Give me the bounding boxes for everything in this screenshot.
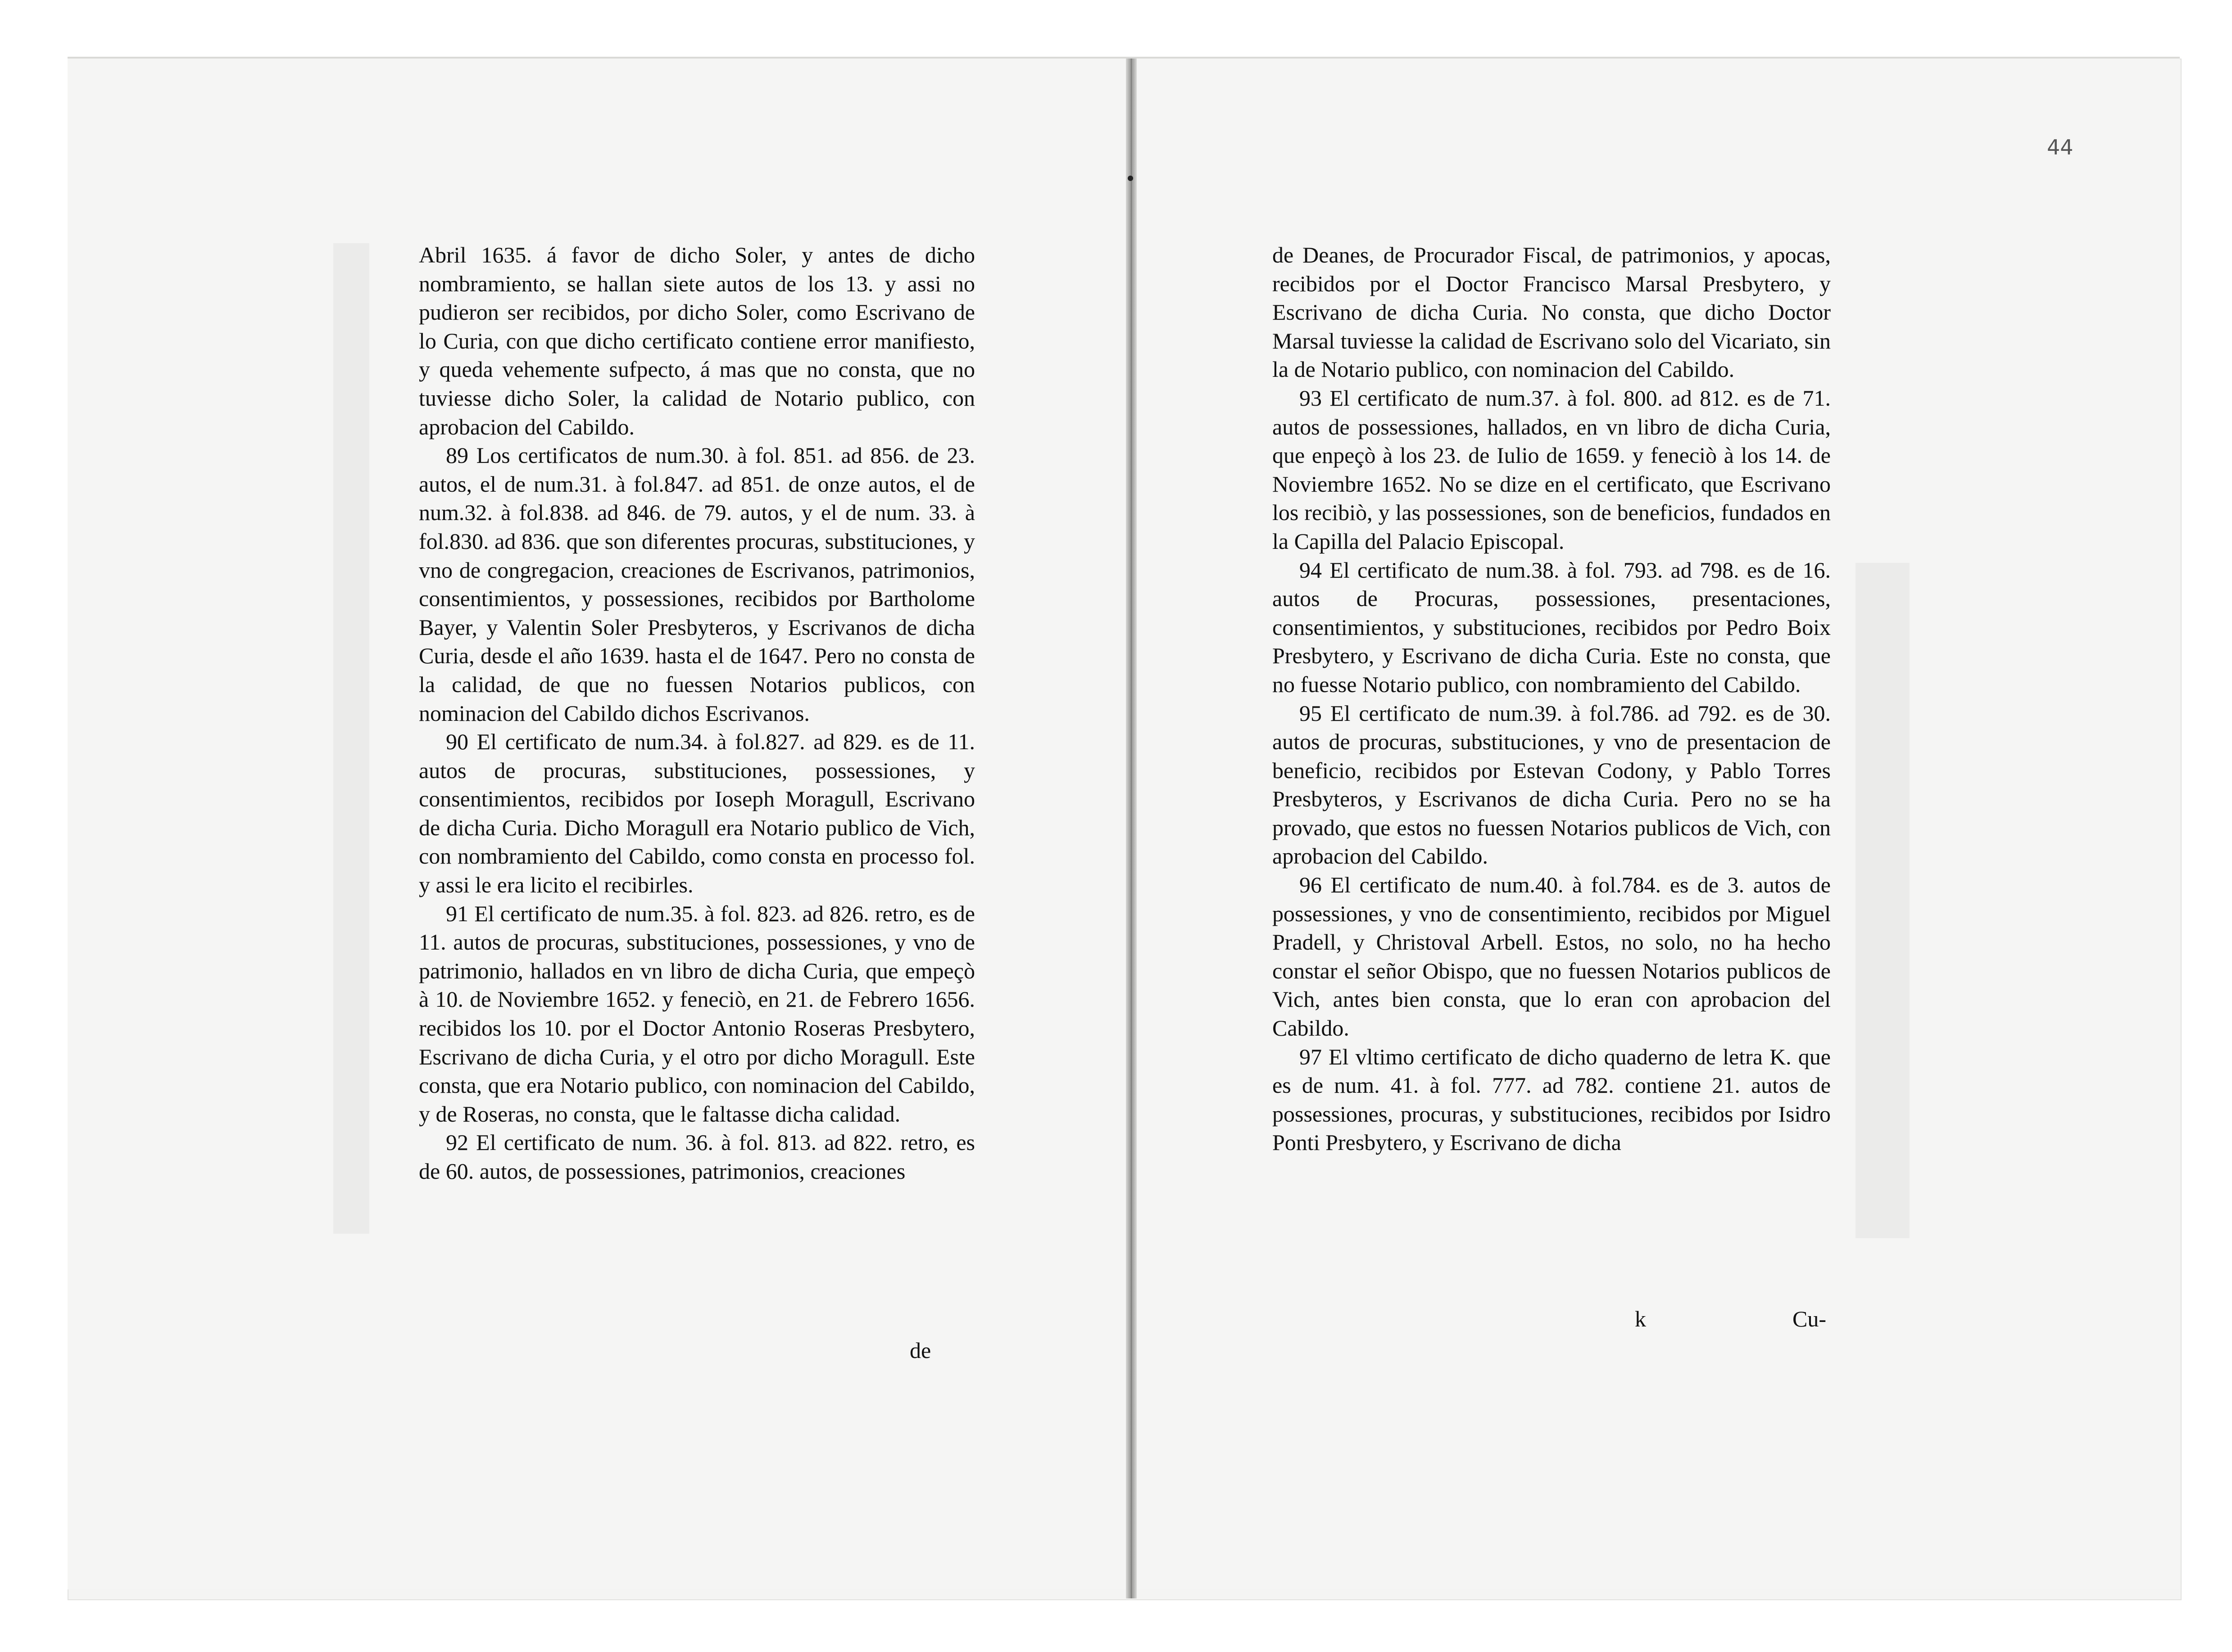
paragraph-continuation-right: de Deanes, de Procurador Fiscal, de patrimonios, y apocas, recibidos por el Doctor Francisco Marsal Presbytero, y Escrivano de dicha Curia. No consta, que dicho Doctor Marsal tuviesse la calidad de Escrivano solo del Vicariato, sin la de Notario publico, con nominacion del Cabildo. bbox=[1272, 242, 1831, 382]
paragraph-96: 96 El certificato de num.40. à fol.784. es de 3. autos de possessiones, y vno de consentimiento, recibidos por Miguel Pradell, y Christoval Arbell. Estos, no solo, no ha hecho constar el señor Obispo, que no fuessen Notarios publicos de Vich, antes bien consta, que lo eran con aprobacion del Cabildo. bbox=[1272, 872, 1831, 1041]
paragraph-89: 89 Los certificatos de num.30. à fol. 851. ad 856. de 23. autos, el de num.31. à fol.847. ad 851. de onze autos, el de num.32. à fol.838. ad 846. de 79. autos, y el de num. 33. à fol.830. ad 836. que son diferentes procuras, substituciones, y vno de congregacion, creaciones de Escrivanos, patrimonios, consentimientos, y possessiones, recibidos por Bartholome Bayer, y Valentin Soler Presbyteros, y Escrivanos de dicha Curia, desde el año 1639. hasta el de 1647. Pero no consta de la calidad, de que no fuessen Notarios publicos, con nominacion del Cabildo dichos Escrivanos. bbox=[419, 443, 975, 726]
signature-mark: k bbox=[1635, 1306, 1646, 1331]
paragraph-95: 95 El certificato de num.39. à fol.786. ad 792. es de 30. autos de procuras, substituciones, y vno de presentacion de beneficio, recibidos por Estevan Codony, y Pablo Torres Presbyteros, y Escrivanos de dicha Curia. Pero no se ha provado, que estos no fuessen Notarios publicos de Vich, con aprobacion del Cabildo. bbox=[1272, 700, 1831, 869]
book-gutter bbox=[1126, 59, 1137, 1598]
left-text-column bbox=[419, 241, 975, 1186]
paragraph-97: 97 El vltimo certificato de dicho quaderno de letra K. que es de num. 41. à fol. 777. ad 782. contiene 21. autos de possessiones, procuras, y substituciones, recibidos por Isidro Ponti Presbytero, y Escrivano de dicha bbox=[1272, 1044, 1831, 1155]
paragraph-90: 90 El certificato de num.34. à fol.827. ad 829. es de 11. autos de procuras, substituciones, possessiones, y consentimientos, recibidos por Ioseph Moragull, Escrivano de dicha Curia. Dicho Moragull era Notario publico de Vich, con nombramiento del Cabildo, como consta en processo fol. y assi le era licito el recibirles. bbox=[419, 729, 975, 898]
paragraph-93: 93 El certificato de num.37. à fol. 800. ad 812. es de 71. autos de possessiones, hallados, en vn libro de dicha Curia, que enpeçò à los 23. de Iulio de 1659. y feneciò à los 14. de Noviembre 1652. No se dize en el certificato, que Escrivano los recibiò, y las possessiones, son de beneficios, fundados en la Capilla del Palacio Episcopal. bbox=[1272, 385, 1831, 554]
gutter-mark bbox=[1128, 176, 1133, 181]
paragraph-91: 91 El certificato de num.35. à fol. 823. ad 826. retro, es de 11. autos de procuras, substituciones, possessiones, y vno de patrimonio, hallados en vn libro de dicha Curia, que empeçò à 10. de Noviembre 1652. y feneciò, en 21. de Febrero 1656. recibidos los 10. por el Doctor Antonio Roseras Presbytero, Escrivano de dicha Curia, y el otro por dicho Moragull. Este consta, que era Notario publico, con nominacion del Cabildo, y de Roseras, no consta, que le faltasse dicha calidad. bbox=[419, 901, 975, 1127]
folio-number: 44 bbox=[2047, 135, 2073, 159]
paragraph-92: 92 El certificato de num. 36. à fol. 813. ad 822. retro, es de 60. autos, de possessiones, patrimonios, creaciones bbox=[419, 1130, 975, 1184]
show-through-left bbox=[333, 243, 369, 1234]
left-catchword: de bbox=[910, 1338, 931, 1363]
paragraph-continuation: Abril 1635. á favor de dicho Soler, y antes de dicho nombramiento, se hallan siete autos de los 13. y assi no pudieron ser recibidos, por dicho Soler, como Escrivano de lo Curia, con que dicho certificato contiene error manifiesto, y queda vehemente sufpecto, á mas que no consta, que no tuviesse dicho Soler, la calidad de Notario publico, con aprobacion del Cabildo. bbox=[419, 242, 975, 439]
right-text-column bbox=[1272, 241, 1831, 1157]
right-catchword: Cu- bbox=[1792, 1306, 1826, 1331]
paragraph-94: 94 El certificato de num.38. à fol. 793. ad 798. es de 16. autos de Procuras, possessiones, presentaciones, consentimientos, y substituciones, recibidos por Pedro Boix Presbytero, y Escrivano de dicha Curia. Este no consta, que no fuesse Notario publico, con nombramiento del Cabildo. bbox=[1272, 557, 1831, 697]
show-through-right bbox=[1855, 563, 1910, 1238]
